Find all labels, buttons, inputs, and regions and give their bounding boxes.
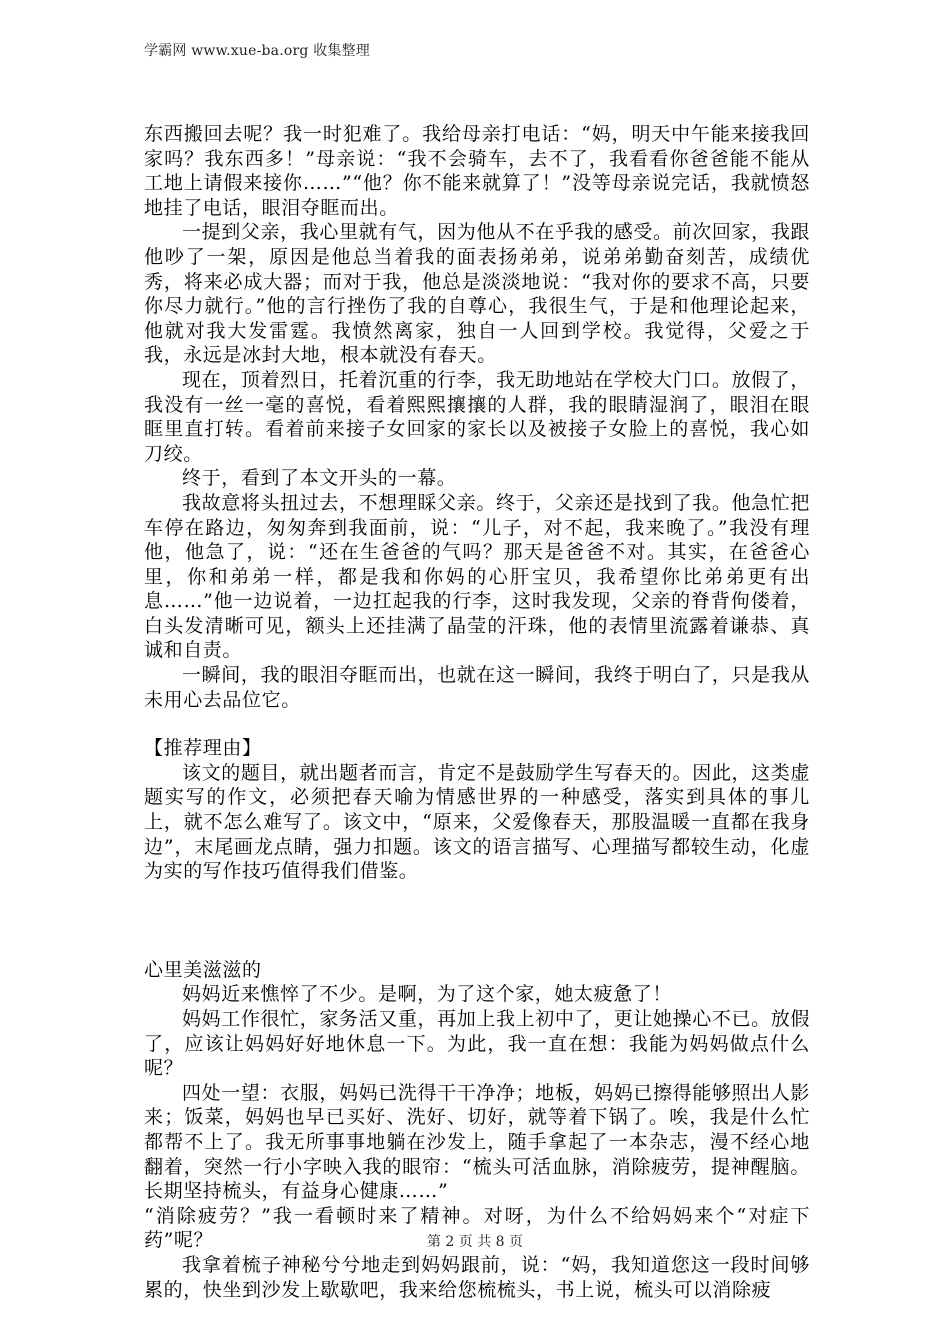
essay-paragraph: 妈妈工作很忙，家务活又重，再加上我上初中了，更让她操心不已。放假了，应该让妈妈好好地休息一下。为此，我一直在想：我能为妈妈做点什么呢？	[144, 1008, 810, 1080]
blank-line	[144, 712, 810, 736]
story-paragraph: 一提到父亲，我心里就有气，因为他从不在乎我的感受。前次回家，我跟他吵了一架，原因是他总当着我的面表扬弟弟，说弟弟勤奋刻苦，成绩优秀，将来必成大器；而对于我，他总是淡淡地说：“我对你的要求不高，只要你尽力就行。”他的言行挫伤了我的自尊心，我很生气，于是和他理论起来，他就对我大发雷霆。我愤然离家，独自一人回到学校。我觉得，父爱之于我，永远是冰封大地，根本就没有春天。	[144, 221, 810, 367]
document-body	[144, 122, 810, 1302]
blank-lines	[144, 884, 810, 958]
essay-paragraph: 妈妈近来憔悴了不少。是啊，为了这个家，她太疲惫了！	[182, 983, 673, 1006]
recommendation-text: 该文的题目，就出题者而言，肯定不是鼓励学生写春天的。因此，这类虚题实写的作文，必须把春天喻为情感世界的一种感受，落实到具体的事儿上，就不怎么难写了。该文中，“原来，父爱像春天，那股温暖一直都在我身边”，末尾画龙点睛，强力扣题。该文的语言描写、心理描写都较生动，化虚为实的写作技巧值得我们借鉴。	[144, 761, 810, 883]
page-header: 学霸网 www.xue-ba.org 收集整理	[144, 43, 371, 59]
story-paragraph: 现在，顶着烈日，托着沉重的行李，我无助地站在学校大门口。放假了，我没有一丝一毫的喜悦，看着熙熙攘攘的人群，我的眼睛湿润了，眼泪在眼眶里直打转。看着前来接子女回家的家长以及被接子女脸上的喜悦，我心如刀绞。	[144, 368, 810, 465]
recommendation-heading: 【推荐理由】	[144, 737, 262, 760]
essay-paragraph: 我拿着梳子神秘兮兮地走到妈妈跟前，说：“妈，我知道您这一段时间够累的，快坐到沙发上歇歇吧，我来给您梳梳头，书上说，梳头可以消除疲	[144, 1253, 810, 1301]
essay-title: 心里美滋滋的	[144, 958, 262, 981]
story-paragraph: 东西搬回去呢？我一时犯难了。我给母亲打电话：“妈，明天中午能来接我回家吗？我东西多！”母亲说：“我不会骑车，去不了，我看看你爸爸能不能从工地上请假来接你……”“他？你不能来就算了！”没等母亲说完话，我就愤怒地挂了电话，眼泪夺眶而出。	[144, 123, 810, 219]
essay-paragraph: “消除疲劳？”我一看顿时来了精神。对呀，为什么不给妈妈来个“对症下药”呢？	[144, 1204, 810, 1252]
story-paragraph: 我故意将头扭过去，不想理睬父亲。终于，父亲还是找到了我。他急忙把车停在路边，匆匆奔到我面前，说：“儿子，对不起，我来晚了。”我没有理他，他急了，说：“还在生爸爸的气吗？那天是爸爸不对。其实，在爸爸心里，你和弟弟一样，都是我和你妈的心肝宝贝，我希望你比弟弟更有出息……”他一边说着，一边扛起我的行李，这时我发现，父亲的脊背佝偻着，白头发清晰可见，额头上还挂满了晶莹的汗珠，他的表情里流露着谦恭、真诚和自责。	[144, 491, 810, 662]
page-number: 第 2 页 共 8 页	[426, 1234, 524, 1250]
story-paragraph: 终于，看到了本文开头的一幕。	[182, 467, 457, 490]
story-paragraph: 一瞬间，我的眼泪夺眶而出，也就在这一瞬间，我终于明白了，只是我从未用心去品位它。	[144, 664, 810, 711]
essay-paragraph: 四处一望：衣服，妈妈已洗得干干净净；地板，妈妈已擦得能够照出人影来；饭菜，妈妈也早已买好、洗好、切好，就等着下锅了。唉，我是什么忙都帮不上了。我无所事事地躺在沙发上，随手拿起了一本杂志，漫不经心地翻着，突然一行小字映入我的眼帘：“梳头可活血脉，消除疲劳，提神醒脑。长期坚持梳头，有益身心健康……”	[144, 1081, 810, 1203]
